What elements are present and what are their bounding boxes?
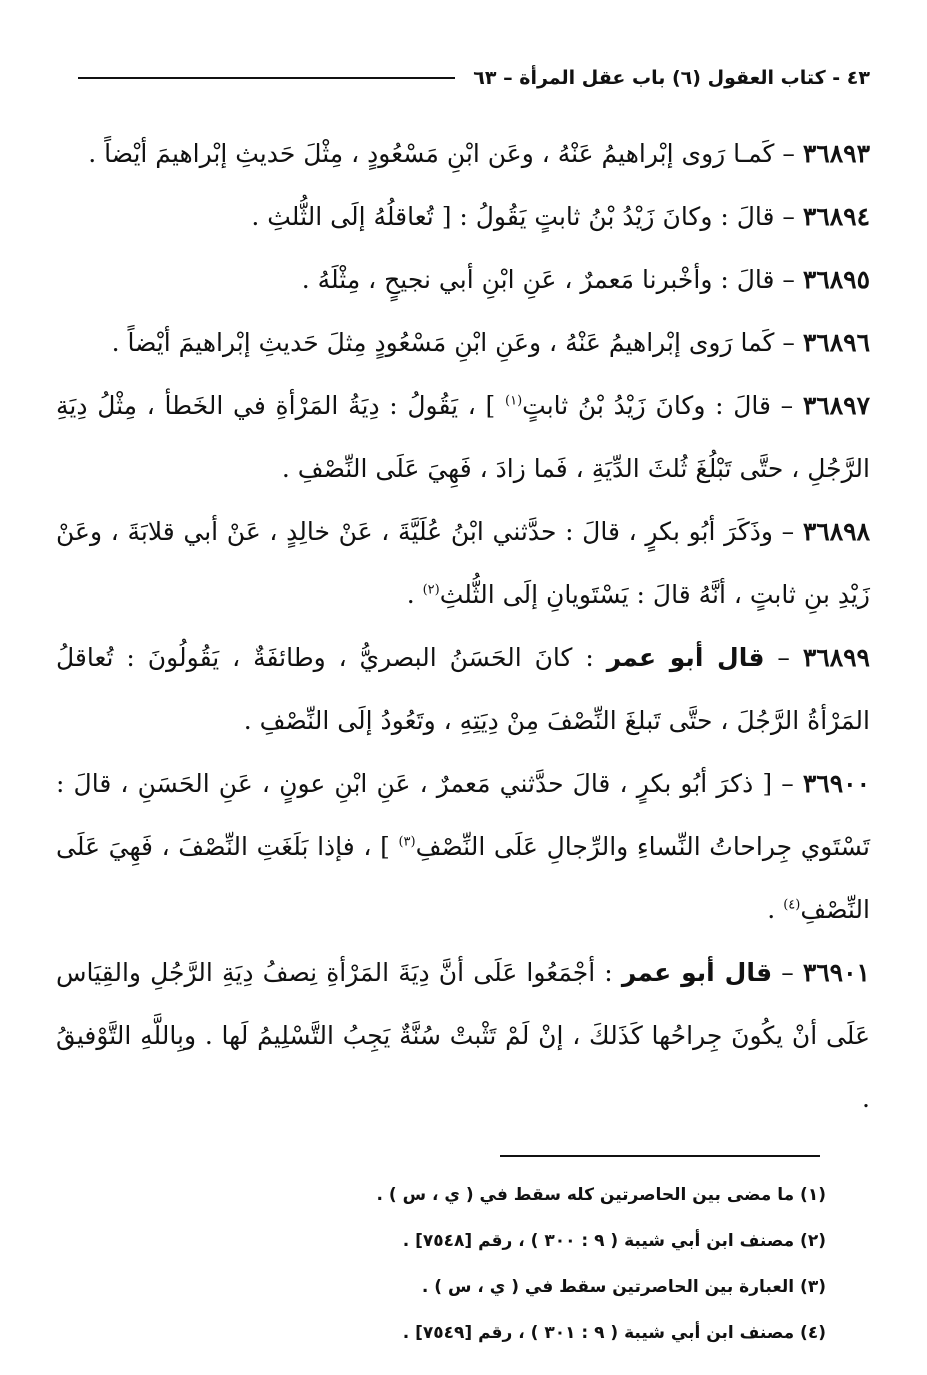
footnote-3: (٣) العبارة بين الحاصرتين سقط في ( ي ، س ) .	[421, 1277, 826, 1297]
main-text	[56, 122, 870, 1130]
footnote-ref-2[interactable]: (٢)	[422, 582, 440, 598]
paragraph-number: ٣٦٨٩٤	[802, 202, 870, 231]
speaker-label: قال أبو عمر	[621, 958, 773, 987]
paragraph-text: – قالَ : وكانَ زَيْدُ بْنُ ثابتٍ	[522, 391, 803, 420]
header-rule	[78, 77, 455, 79]
paragraph-text: : كانَ الحَسَنُ البصريُّ ، وطائفَةٌ ، يَقُولُونَ : تُعاقلُ المَرْأةُ الرَّجُلَ ، حتَّى تَبلغَ النِّصْفَ مِنْ دِيَتِهِ ، وتَعُودُ إلَى النِّصْفِ .	[56, 643, 870, 735]
paragraph-36895	[56, 248, 870, 311]
paragraph-text: : أجْمَعُوا عَلَى أنَّ دِيَةَ المَرْأةِ نِصفُ دِيَةِ الرَّجُلِ والقِيَاس عَلَى أنْ يكُونَ جِراحُها كَذَلكَ ، إنْ لَمْ تَثْبتْ سُنَّةٌ يَجِبُ التَّسْلِيمُ لَها . وبِاللَّهِ التَّوْفيقُ .	[56, 958, 870, 1113]
paragraph-36893	[56, 122, 870, 185]
footnote-ref-4[interactable]: (٤)	[783, 897, 801, 913]
paragraph-text: –	[772, 958, 803, 987]
paragraph-number: ٣٦٩٠٠	[802, 769, 870, 798]
paragraph-number: ٣٦٨٩٣	[802, 139, 870, 168]
footnotes	[56, 1172, 826, 1356]
footnote-1: (١) ما مضى بين الحاصرتين كله سقط في ( ي ، س ) .	[376, 1185, 826, 1205]
paragraph-36898	[56, 500, 870, 626]
paragraph-text: – كَمـا رَوى إبْراهيمُ عَنْهُ ، وعَن ابْنِ مَسْعُودٍ ، مِثْلَ حَديثِ إبْراهيمَ أيْضاً .	[88, 139, 803, 168]
paragraph-36900	[56, 752, 870, 941]
footnote-ref-1[interactable]: (١)	[505, 393, 523, 409]
paragraph-text: – كَما رَوى إبْراهيمُ عَنْهُ ، وعَنِ ابْنِ مَسْعُودٍ مِثلَ حَديثِ إبْراهيمَ أيْضاً .	[111, 328, 803, 357]
paragraph-text: .	[767, 895, 784, 924]
footnote-ref-3[interactable]: (٣)	[398, 834, 416, 850]
paragraph-36897	[56, 374, 870, 500]
running-header	[60, 58, 870, 98]
paragraph-text: – قالَ : وكانَ زَيْدُ بْنُ ثابتٍ يَقُولُ : [ تُعاقلُهُ إلَى الثُّلثِ .	[251, 202, 803, 231]
header-title: ٤٣ - كتاب العقول (٦) باب عقل المرأة – ٦٣	[473, 67, 870, 89]
speaker-label: قال أبو عمر	[606, 643, 765, 672]
paragraph-number: ٣٦٨٩٦	[802, 328, 870, 357]
paragraph-36896	[56, 311, 870, 374]
paragraph-text: .	[406, 580, 423, 609]
paragraph-number: ٣٦٩٠١	[802, 958, 870, 987]
paragraph-text: ] ، فإذا بَلَغَتِ النِّصْفَ ، فَهِيَ عَلَى النِّصْفِ	[56, 832, 870, 924]
paragraph-number: ٣٦٨٩٧	[802, 391, 870, 420]
paragraph-text: – قالَ : وأخْبرنا مَعمرٌ ، عَنِ ابْنِ أبي نجيحٍ ، مِثْلَهُ .	[301, 265, 803, 294]
paragraph-text: – [ ذكرَ أبُو بكرٍ ، قالَ حدَّثني مَعمرٌ ، عَنِ ابْنِ عونٍ ، عَنِ الحَسَنِ ، قالَ : تَسْتَوي جِراحاتُ النِّساءِ والرِّجالِ عَلَى النِّصْفِ	[56, 769, 871, 861]
paragraph-36899	[56, 626, 870, 752]
footnote-4: (٤) مصنف ابن أبي شيبة ( ٩ : ٣٠١ ) ، رقم [٧٥٤٩] .	[402, 1323, 826, 1343]
paragraph-text: ] ، يَقُولُ : دِيَةُ المَرْأةِ في الخَطأ ، مِثْلُ دِيَةِ الرَّجُلِ ، حتَّى تَبْلُغَ ثُلثَ الدِّيَةِ ، فَما زادَ ، فَهِيَ عَلَى النِّصْفِ .	[56, 391, 870, 483]
paragraph-text: – وذَكَرَ أبُو بكرٍ ، قالَ : حدَّثني ابْنُ عُلَيَّةَ ، عَنْ خالِدٍ ، عَنْ أبي قلابَةَ ، وعَنْ زَيْدِ بنِ ثابتٍ ، أنَّهُ قالَ : يَسْتَويانِ إلَى الثُّلثِ	[56, 517, 870, 609]
paragraph-text: –	[764, 643, 803, 672]
paragraph-36894	[56, 185, 870, 248]
footnote-separator	[500, 1155, 820, 1157]
paragraph-number: ٣٦٨٩٨	[802, 517, 870, 546]
paragraph-number: ٣٦٨٩٩	[802, 643, 870, 672]
paragraph-36901	[56, 941, 870, 1130]
paragraph-number: ٣٦٨٩٥	[802, 265, 870, 294]
footnote-2: (٢) مصنف ابن أبي شيبة ( ٩ : ٣٠٠ ) ، رقم [٧٥٤٨] .	[402, 1231, 826, 1251]
